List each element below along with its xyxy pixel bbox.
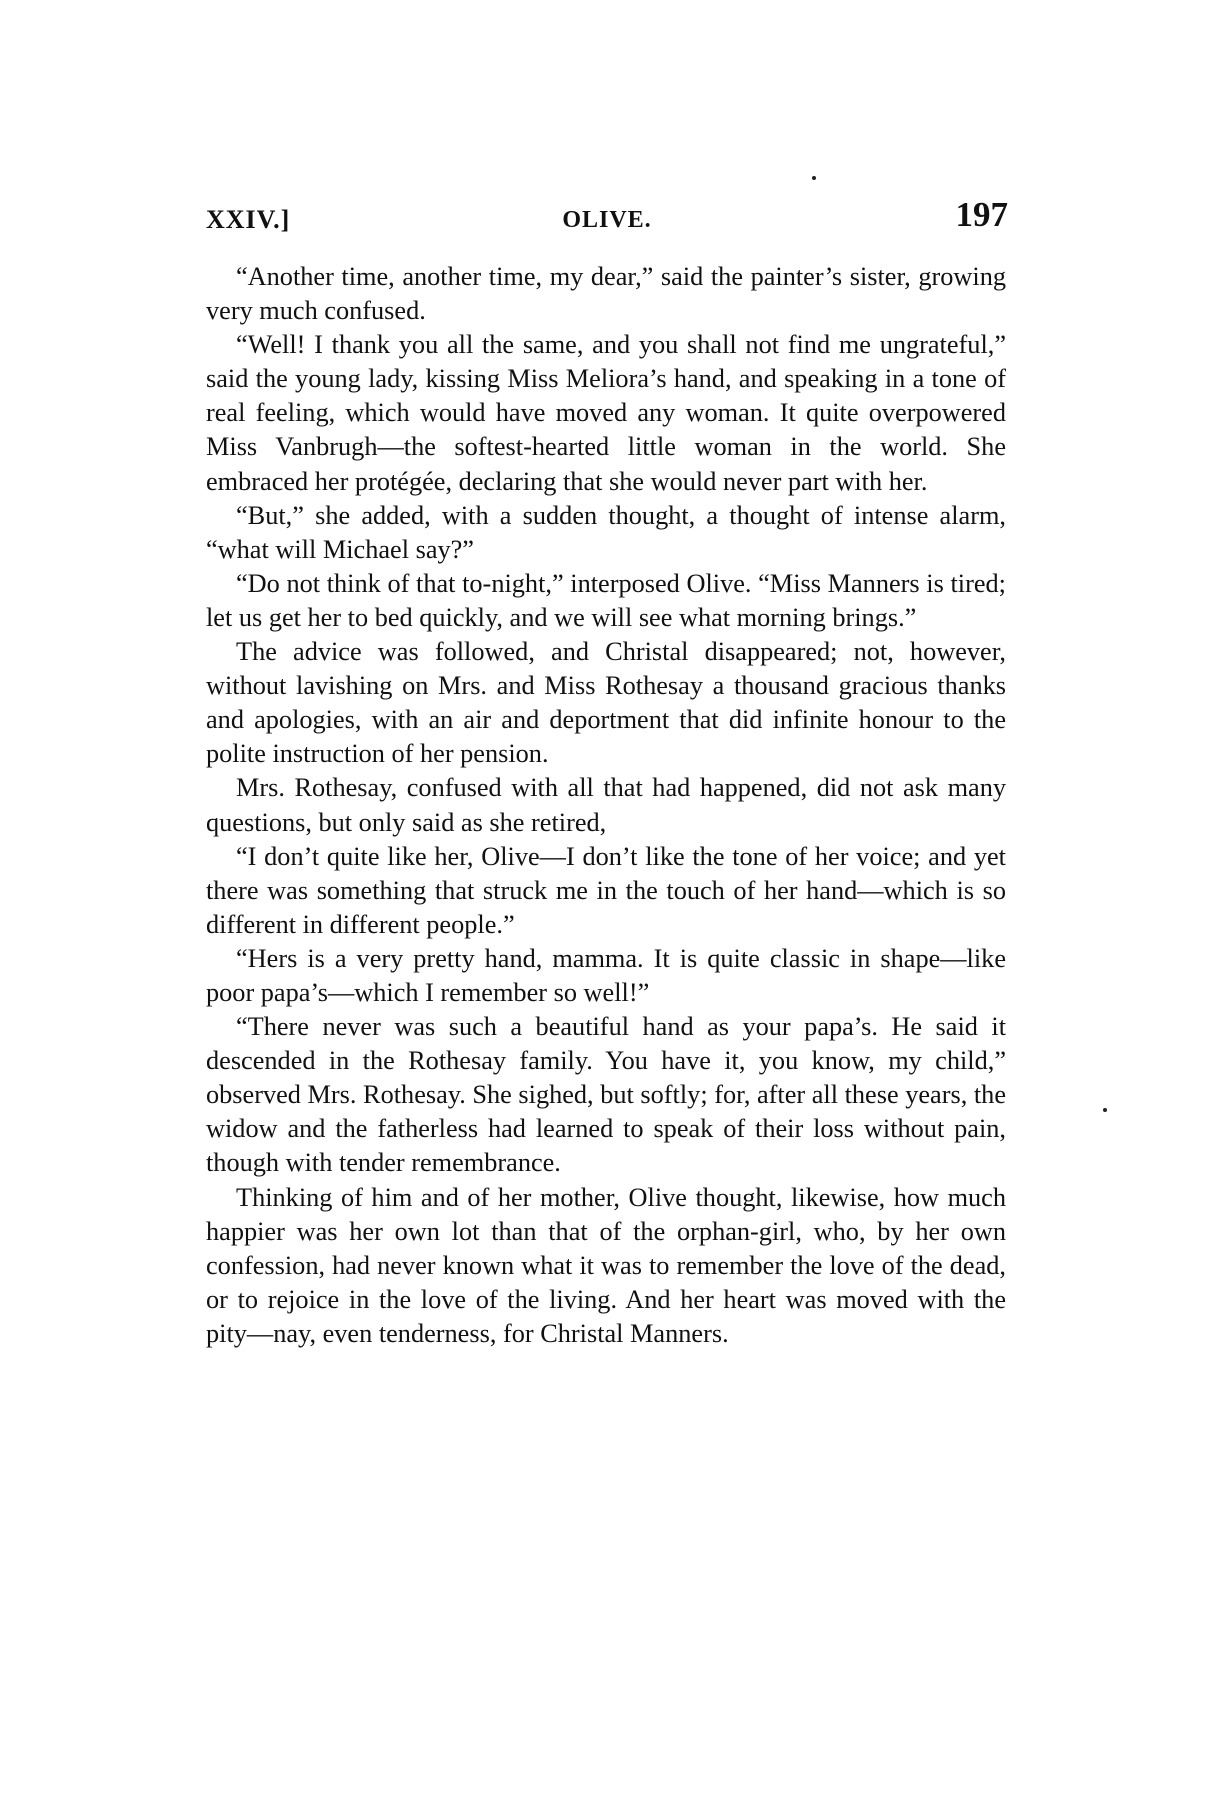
running-header xyxy=(206,195,1008,245)
paragraph: “I don’t quite like her, Olive—I don’t like the tone of her voice; and yet there was something that struck me in the touch of her hand—which is so different in different people.” xyxy=(206,841,1006,939)
paragraph: “Hers is a very pretty hand, mamma. It is quite classic in shape—like poor papa’s—which I remember so well!” xyxy=(206,943,1006,1007)
page-number: 197 xyxy=(955,195,1008,234)
paragraph: “But,” she added, with a sudden thought, a thought of intense alarm, “what will Michael say?” xyxy=(206,500,1006,564)
ink-speck xyxy=(1103,1108,1107,1112)
paragraph: “Well! I thank you all the same, and you shall not find me ungrateful,” said the young lady, kissing Miss Meliora’s hand, and speaking in a tone of real feeling, which would have moved any woman. It quite overpowered Miss Vanbrugh—the softest-hearted little woman in the world. She embraced her protégée, declaring that she would never part with her. xyxy=(206,330,1006,496)
paragraph: Thinking of him and of her mother, Olive thought, likewise, how much happier was her own lot than that of the orphan-girl, who, by her own confession, had never known what it was to remember the love of the dead, or to rejoice in the love of the living. And her heart was moved with the pity—nay, even tenderness, for Christal Manners. xyxy=(206,1182,1006,1348)
body-text xyxy=(206,260,1006,1351)
paragraph: The advice was followed, and Christal disappeared; not, however, without lavishing on Mrs. and Miss Rothesay a thousand gracious thanks and apologies, with an air and deportment that did infinite honour to the polite instruction of her pension. xyxy=(206,637,1006,769)
chapter-marker: XXIV.] xyxy=(206,205,291,234)
ink-speck xyxy=(812,176,816,180)
paragraph: “Do not think of that to-night,” interposed Olive. “Miss Manners is tired; let us get her to bed quickly, and we will see what morning brings.” xyxy=(206,568,1006,632)
paragraph: “There never was such a beautiful hand as your papa’s. He said it descended in the Rothesay family. You have it, you know, my child,” observed Mrs. Rothesay. She sighed, but softly; for, after all these years, the widow and the fatherless had learned to speak of their loss without pain, though with tender remembrance. xyxy=(206,1012,1006,1178)
paragraph: “Another time, another time, my dear,” said the painter’s sister, growing very much confused. xyxy=(206,262,1006,326)
paragraph: Mrs. Rothesay, confused with all that had happened, did not ask many questions, but only said as she retired, xyxy=(206,773,1006,837)
running-title: OLIVE. xyxy=(562,207,652,233)
